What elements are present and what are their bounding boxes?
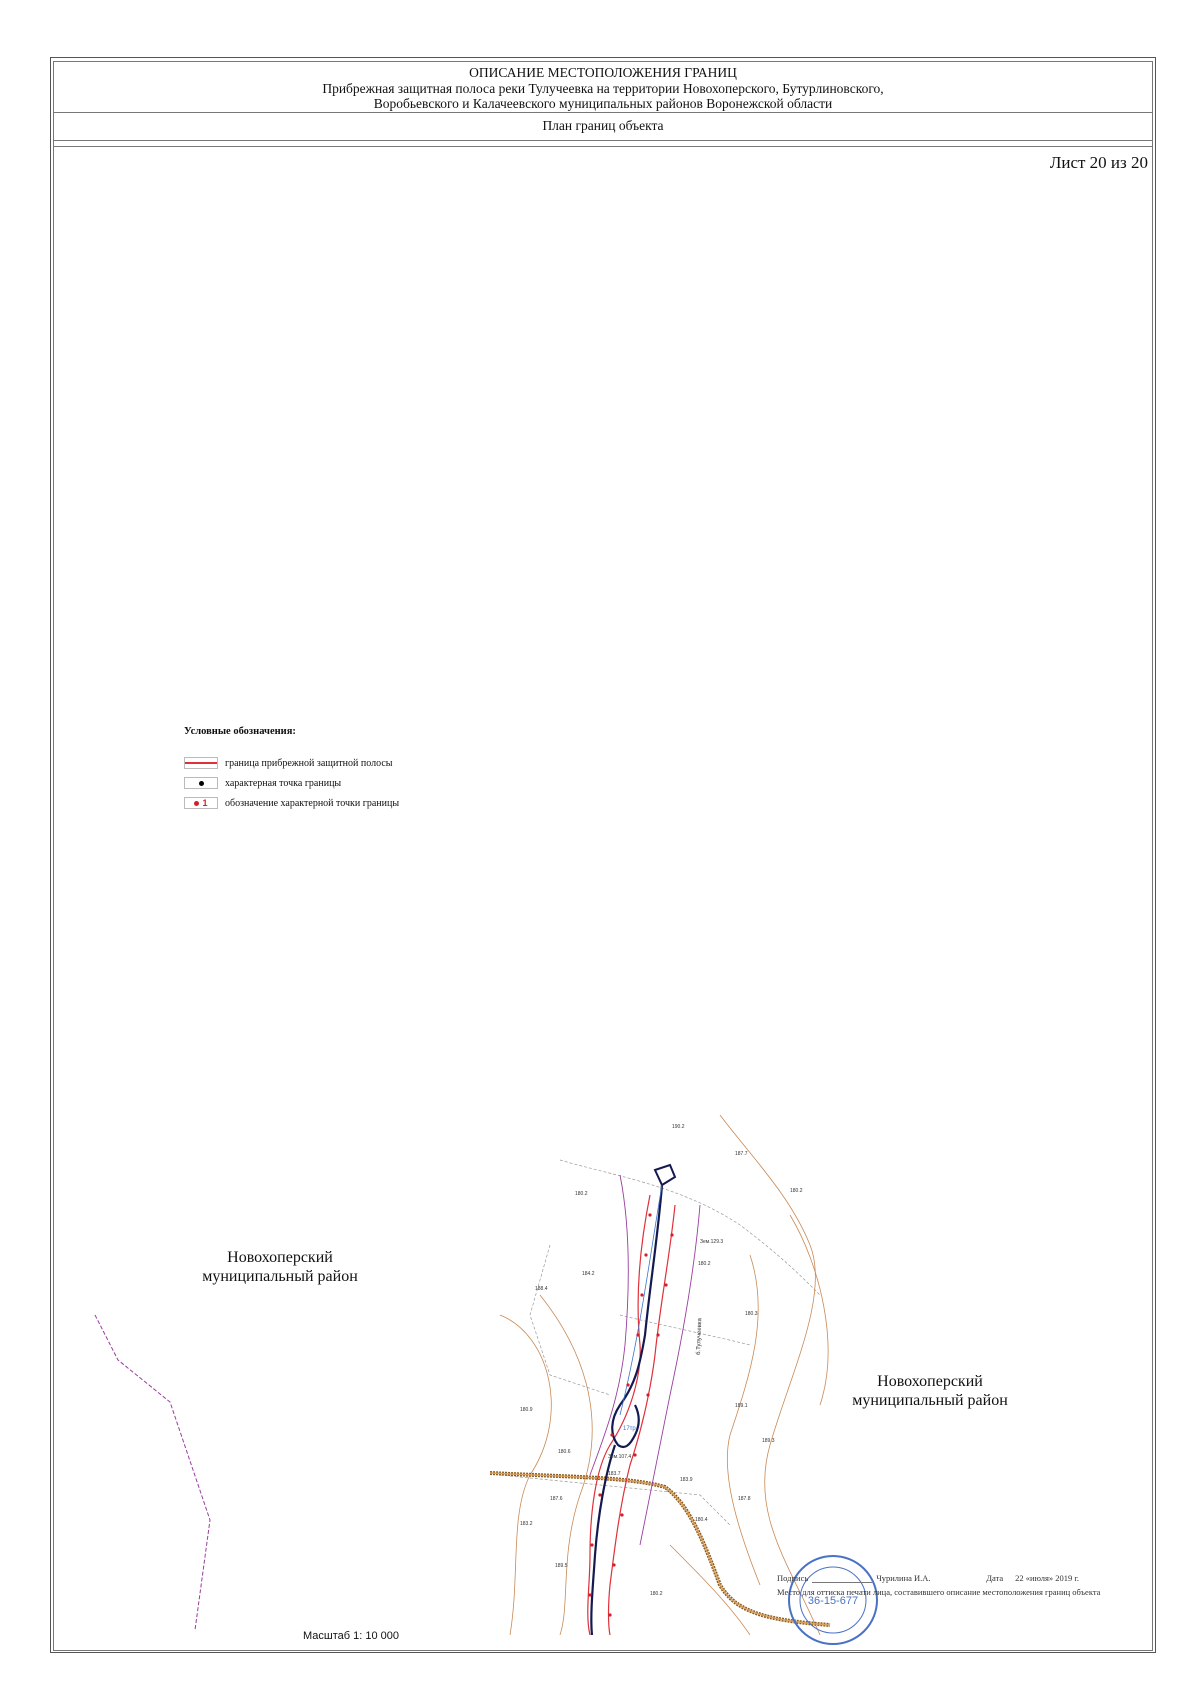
title-line-1: ОПИСАНИЕ МЕСТОПОЛОЖЕНИЯ ГРАНИЦ [469, 65, 737, 80]
svg-text:180.2: 180.2 [698, 1261, 711, 1267]
svg-text:189.5: 189.5 [555, 1563, 568, 1569]
header-divider [53, 141, 1153, 147]
svg-text:187.7: 187.7 [735, 1151, 748, 1157]
legend-item-point-number [184, 793, 399, 813]
svg-text:187.8: 187.8 [738, 1496, 751, 1502]
sheet-number: Лист 20 из 20 [1049, 153, 1148, 172]
document-title [53, 61, 1153, 113]
district-right-line-2: муниципальный район [852, 1392, 1008, 1409]
legend [184, 726, 399, 813]
district-label-right [830, 1372, 1030, 1410]
svg-text:Зем.129.3: Зем.129.3 [700, 1239, 724, 1245]
svg-text:17тр: 17тр [623, 1426, 636, 1432]
date-value: 22 «июля» 2019 г. [1015, 1573, 1080, 1583]
district-right-line-1: Новохоперский [877, 1373, 983, 1390]
red-dot-number-icon [184, 797, 218, 809]
title-line-3: Воробьевского и Калачеевского муниципальных районов Воронежской области [373, 96, 833, 111]
svg-text:180.3: 180.3 [745, 1311, 758, 1317]
svg-text:180.6: 180.6 [558, 1449, 571, 1455]
legend-item-label: обозначение характерной точки границы [225, 797, 400, 809]
signature-line [812, 1574, 872, 1583]
legend-item-label: граница прибрежной защитной полосы [225, 757, 393, 769]
district-left-line-1: Новохоперский [227, 1249, 333, 1266]
svg-text:189.1: 189.1 [735, 1403, 748, 1409]
legend-symbol-text: 1 [202, 798, 208, 808]
legend-item-label: характерная точка границы [225, 777, 342, 789]
svg-text:180.2: 180.2 [790, 1188, 803, 1194]
scale-label: Масштаб 1: 10 000 [303, 1630, 399, 1642]
svg-text:183.9: 183.9 [680, 1477, 693, 1483]
district-left-line-2: муниципальный район [202, 1268, 358, 1285]
svg-text:188.4: 188.4 [535, 1286, 548, 1292]
admin-boundary-line [90, 1310, 220, 1640]
stamp-note-row [777, 1585, 1147, 1599]
stamp-note: Место для оттиска печати лица, составившего описание местоположения границ объекта [777, 1587, 1101, 1597]
stamp-number: 36-15-677 [807, 1595, 859, 1607]
svg-text:183.2: 183.2 [520, 1521, 533, 1527]
red-line-icon [184, 757, 218, 769]
svg-text:189.3: 189.3 [762, 1438, 775, 1444]
svg-text:183.7: 183.7 [608, 1471, 621, 1477]
svg-text:б.Тулучеевка: б.Тулучеевка [696, 1317, 704, 1356]
black-dot-icon [184, 777, 218, 789]
svg-text:180.4: 180.4 [695, 1517, 708, 1523]
title-line-2: Прибрежная защитная полоса реки Тулучеевка на территории Новохоперского, Бутурлиновского, [322, 80, 884, 96]
district-label-left [180, 1248, 380, 1286]
legend-title: Условные обозначения: [184, 726, 296, 737]
svg-text:180.9: 180.9 [520, 1407, 533, 1413]
date-label: Дата [986, 1573, 1004, 1583]
svg-text:Зем.107.4: Зем.107.4 [608, 1454, 632, 1460]
signature-row [777, 1571, 1147, 1585]
signature-label: Подпись [777, 1573, 809, 1583]
svg-text:180.2: 180.2 [650, 1591, 663, 1597]
header-block [53, 61, 1153, 147]
svg-text:180.2: 180.2 [575, 1191, 588, 1197]
svg-text:187.6: 187.6 [550, 1496, 563, 1502]
legend-item-boundary [184, 753, 399, 773]
legend-item-point [184, 773, 399, 793]
signature-block [777, 1571, 1147, 1599]
document-subtitle: План границ объекта [53, 113, 1153, 141]
svg-text:190.2: 190.2 [672, 1124, 685, 1130]
signer-name: Чурилина И.А. [876, 1573, 931, 1583]
svg-text:184.2: 184.2 [582, 1271, 595, 1277]
stamp-seal [785, 1552, 881, 1648]
